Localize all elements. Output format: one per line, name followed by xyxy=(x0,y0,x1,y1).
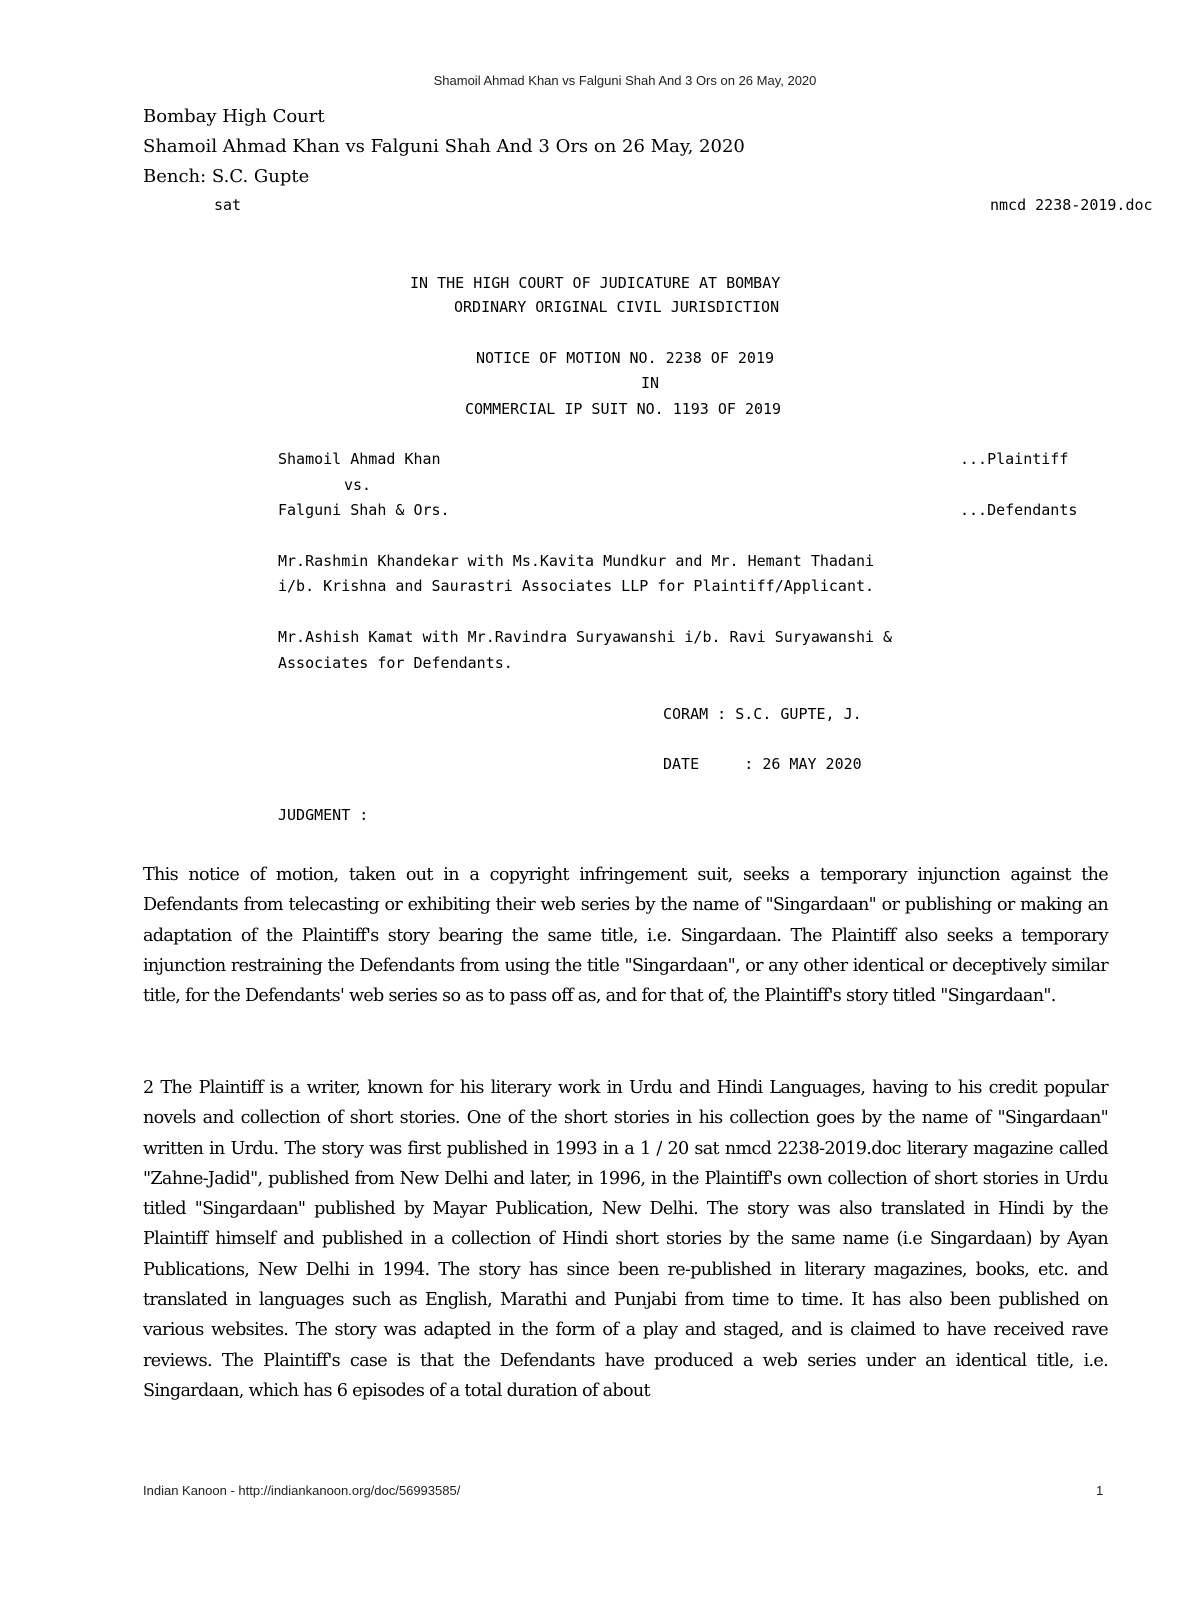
plaintiff-role: ...Plaintiff xyxy=(960,450,1069,468)
motion-heading-line: COMMERCIAL IP SUIT NO. 1193 OF 2019 xyxy=(465,400,782,418)
court-heading-line: ORDINARY ORIGINAL CIVIL JURISDICTION xyxy=(454,298,780,316)
plaintiff-counsel-line: Mr.Rashmin Khandekar with Ms.Kavita Mundkur and Mr. Hemant Thadani xyxy=(278,552,875,570)
motion-heading-line: IN xyxy=(641,374,660,392)
running-header: Shamoil Ahmad Khan vs Falguni Shah And 3 Ors on 26 May, 2020 xyxy=(433,73,817,88)
plaintiff-name: Shamoil Ahmad Khan xyxy=(278,450,441,468)
defendant-name: Falguni Shah & Ors. xyxy=(278,501,450,519)
court-heading-line: IN THE HIGH COURT OF JUDICATURE AT BOMBAY xyxy=(410,274,781,292)
case-title: Shamoil Ahmad Khan vs Falguni Shah And 3 Ors on 26 May, 2020 xyxy=(143,136,745,157)
motion-heading-line: NOTICE OF MOTION NO. 2238 OF 2019 xyxy=(476,349,775,367)
paragraph-1: This notice of motion, taken out in a copyright infringement suit, seeks a temporary injunction against the Defendants from telecasting or exhibiting their web series by the name of "Singardaan" or publishing or making an adaptation of the Plaintiff's story bearing the same title, i.e. Singardaan. The Plaintiff also seeks a temporary injunction restraining the Defendants from using the title "Singardaan", or any other identical or deceptively similar title, for the Defendants' web series so as to pass off as, and for that of, the Plaintiff's story titled "Singardaan". xyxy=(143,865,1108,1007)
judgment-date: DATE : 26 MAY 2020 xyxy=(663,755,862,773)
defendant-counsel-line: Mr.Ashish Kamat with Mr.Ravindra Suryawanshi i/b. Ravi Suryawanshi & xyxy=(278,628,893,646)
page-number: 1 xyxy=(1096,1483,1104,1498)
defendant-counsel-line: Associates for Defendants. xyxy=(278,654,513,672)
paragraph-2: 2 The Plaintiff is a writer, known for his literary work in Urdu and Hindi Languages, having to his credit popular novels and collection of short stories. One of the short stories in his collection goes by the name of "Singardaan" written in Urdu. The story was first published in 1993 in a 1 / 20 sat nmcd 2238-2019.doc literary magazine called "Zahne-Jadid", published from New Delhi and later, in 1996, in the Plaintiff's own collection of short stories in Urdu titled "Singardaan" published by Mayar Publication, New Delhi. The story was also translated in Hindi by the Plaintiff himself and published in a collection of Hindi short stories by the same name (i.e Singardaan) by Ayan Publications, New Delhi in 1994. The story has since been re-published in literary magazines, books, etc. and translated in languages such as English, Marathi and Punjabi from time to time. It has also been published on various websites. The story was adapted in the form of a play and staged, and is claimed to have received rave reviews. The Plaintiff's case is that the Defendants have produced a web series under an identical title, i.e. Singardaan, which has 6 episodes of a total duration of about xyxy=(143,1078,1108,1401)
bench: Bench: S.C. Gupte xyxy=(143,166,310,187)
versus: vs. xyxy=(344,476,372,494)
defendant-role: ...Defendants xyxy=(960,501,1078,519)
coram: CORAM : S.C. GUPTE, J. xyxy=(663,705,862,723)
footer-source: Indian Kanoon - http://indiankanoon.org/doc/56993585/ xyxy=(143,1483,461,1498)
header-filename: nmcd 2238-2019.doc xyxy=(990,196,1153,214)
header-initials: sat xyxy=(214,196,242,214)
plaintiff-counsel-line: i/b. Krishna and Saurastri Associates LLP for Plaintiff/Applicant. xyxy=(278,577,875,595)
judgment-label: JUDGMENT : xyxy=(278,806,369,824)
court-name: Bombay High Court xyxy=(143,106,325,127)
